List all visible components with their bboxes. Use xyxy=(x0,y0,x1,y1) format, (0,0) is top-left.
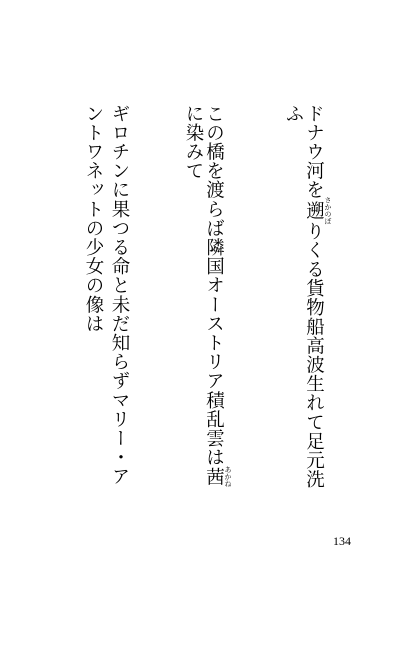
poem-2-ruby-reading: あかね xyxy=(224,465,232,487)
poem-2-line-1-text-before: この橋を渡らば隣国オーストリア積乱雲は xyxy=(203,104,225,467)
poem-2-ruby-base: 茜 xyxy=(203,465,225,487)
poem-1-line-1 xyxy=(303,104,332,489)
page-number: 134 xyxy=(333,534,351,548)
poem-1-line-2-text: ふ xyxy=(283,104,304,124)
poem-3-line-1 xyxy=(106,104,132,486)
poem-2-line-2-text: に染みて xyxy=(183,104,204,181)
poem-2-line-1 xyxy=(203,104,232,487)
poem-2-ruby-word xyxy=(203,465,232,487)
poem-1-ruby-base: 遡 xyxy=(303,196,325,225)
poem-1-line-1-text-before: ドナウ河を xyxy=(303,104,325,200)
poem-3-line-2-text: ントワネットの少女の像は xyxy=(83,104,104,334)
poem-3-line-2 xyxy=(80,104,106,333)
poem-1-ruby-reading: さかのぼ xyxy=(324,196,332,225)
poem-1-ruby-word xyxy=(303,196,332,225)
poem-1-line-2 xyxy=(280,104,306,123)
poem-3-line-1-text: ギロチンに果つる命と未だ知らずマリー・ア xyxy=(109,104,130,486)
poem-2-line-2 xyxy=(180,104,206,180)
poem-1-line-1-text-after: りくる貨物船高波生れて足元洗 xyxy=(303,221,325,489)
